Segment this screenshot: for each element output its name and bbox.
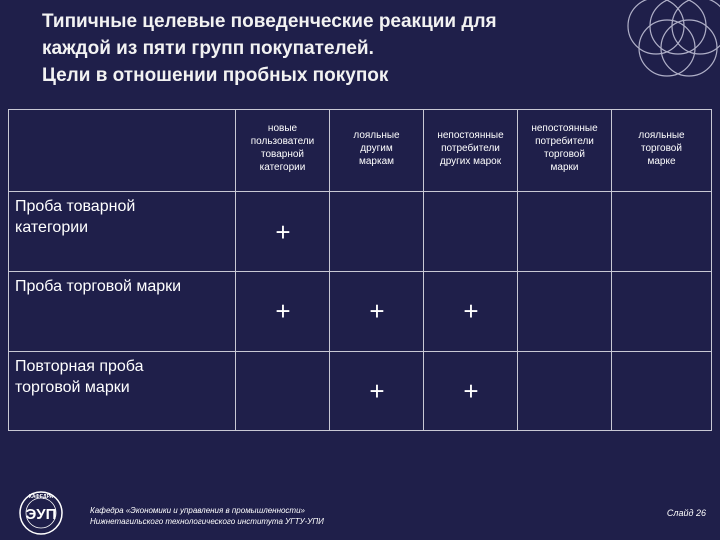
row-header-repeat-trial: Повторная проба торговой марки [15,358,144,396]
grid-line [9,271,711,272]
cell-mark: + [463,296,479,326]
cell-mark: + [275,217,291,247]
row-header-category-trial: Проба товарной категории [15,198,136,236]
column-header-loyal-brand: лояльные торговой марке [638,130,685,167]
cell-mark: + [463,376,479,406]
cell-mark: + [369,376,385,406]
title-line-1: Типичные целевые поведенческие реакции для [42,11,497,32]
column-header-switchers-brand: непостоянные потребители торговой марки [531,123,598,173]
slide-number: Слайд 26 [666,508,706,518]
department-caption: Кафедра «Экономики и управления в промышленности» Нижнетагильского технологического института УГТУ-УПИ [90,506,324,526]
title-line-2: каждой из пяти групп покупателей. [42,38,374,59]
behavior-table [8,109,712,431]
cell-mark: + [369,296,385,326]
column-header-switchers-other: непостоянные потребители других марок [437,130,504,167]
logo-text: ЭУП [25,506,57,523]
slide-title [42,8,662,89]
cell-mark: + [275,296,291,326]
department-logo-icon [12,490,70,536]
grid-line [9,191,711,192]
logo-ring-text: КАФЕДРА [28,494,54,500]
title-line-3: Цели в отношении пробных покупок [42,65,389,86]
row-header-brand-trial: Проба торговой марки [15,278,182,295]
grid-line [9,351,711,352]
column-header-new-users: новые пользователи товарной категории [250,123,315,173]
column-header-loyal-other: лояльные другим маркам [353,130,400,167]
